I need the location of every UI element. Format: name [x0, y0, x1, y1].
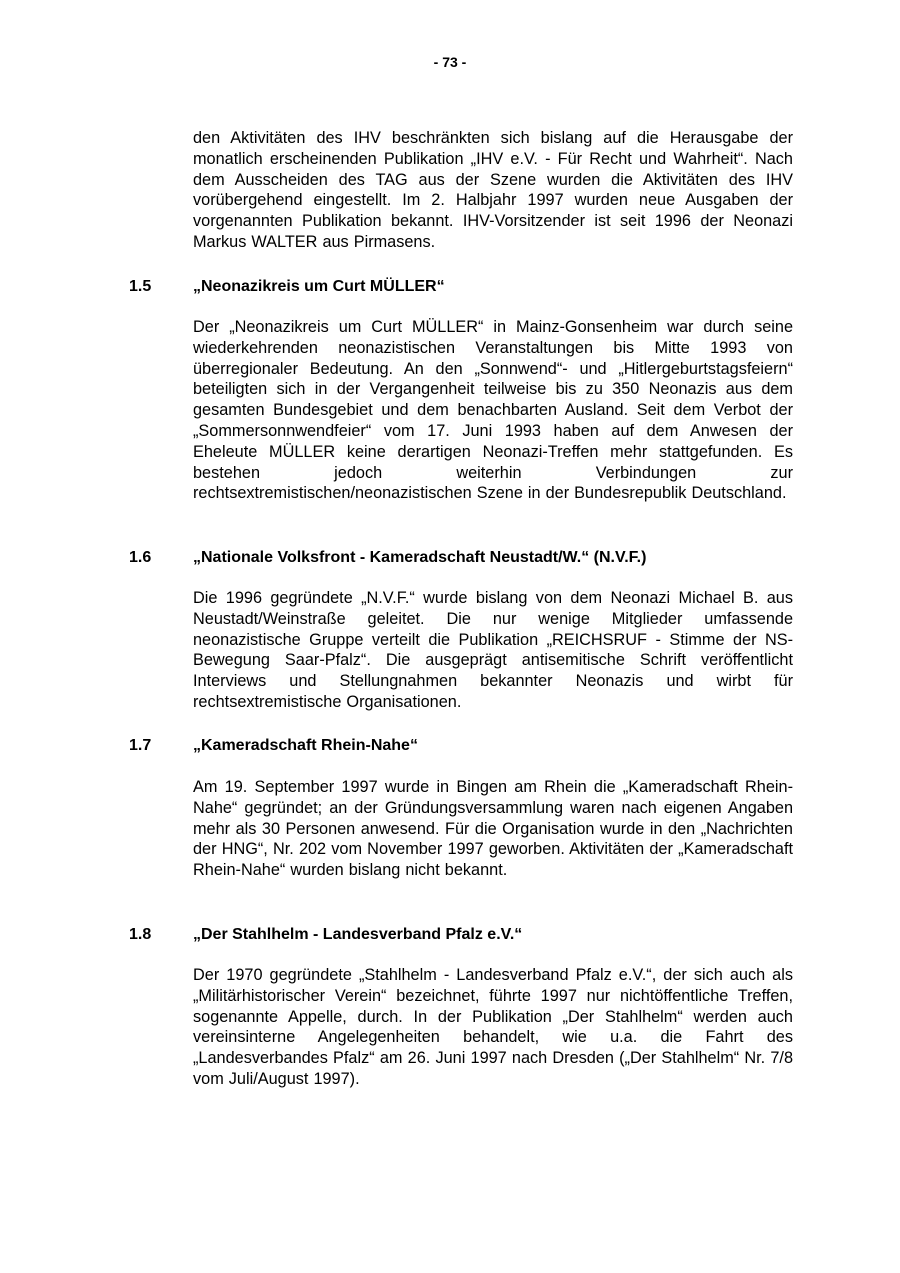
section-paragraph: Die 1996 gegründete „N.V.F.“ wurde bislang von dem Neonazi Michael B. aus Neustadt/Weinstraße geleitet. Die nur wenige Mitglieder umfassende neonazistische Gruppe verteilt die Publikation „REICHSRUF - Stimme der NS-Bewegung Saar-Pfalz“. Die ausgeprägt antisemitische Schrift veröffentlicht Interviews und Stellungnahmen bekannter Neonazis und wirbt für rechtsextremistische Organisationen. — [193, 589, 793, 711]
section-title: „Der Stahlhelm - Landesverband Pfalz e.V.“ — [193, 926, 523, 943]
section-paragraph: Am 19. September 1997 wurde in Bingen am Rhein die „Kameradschaft Rhein-Nahe“ gegründet; an der Gründungsversammlung waren nach eigenen Angaben mehr als 30 Personen anwesend. Für die Organisation wurde in den „Nachrichten der HNG“, Nr. 202 vom November 1997 geworben. Aktivitäten der „Kameradschaft Rhein-Nahe“ wurden bislang nicht bekannt. — [193, 778, 793, 880]
section-title: „Kameradschaft Rhein-Nahe“ — [193, 737, 418, 754]
section-number: 1.5 — [129, 278, 152, 295]
section-number: 1.7 — [129, 737, 152, 754]
section-title: „Neonazikreis um Curt MÜLLER“ — [193, 278, 445, 295]
intro-paragraph: den Aktivitäten des IHV beschränkten sich bislang auf die Herausgabe der monatlich erscheinenden Publikation „IHV e.V. - Für Recht und Wahrheit“. Nach dem Ausscheiden des TAG aus der Szene wurden die Aktivitäten des IHV vorübergehend eingestellt. Im 2. Halbjahr 1997 wurden neue Ausgaben der vorgenannten Publikation bekannt. IHV-Vorsitzender ist seit 1996 der Neonazi Markus WALTER aus Pirmasens. — [193, 129, 793, 251]
section-paragraph: Der „Neonazikreis um Curt MÜLLER“ in Mainz-Gonsenheim war durch seine wiederkehrenden neonazistischen Veranstaltungen bis Mitte 1993 von überregionaler Bedeutung. An den „Sonnwend“- und „Hitlergeburtstagsfeiern“ beteiligten sich in der Vergangenheit teilweise bis zu 350 Neonazis aus dem gesamten Bundesgebiet und dem benachbarten Ausland. Seit dem Verbot der „Sommersonnwendfeier“ vom 17. Juni 1993 haben auf dem Anwesen der Eheleute MÜLLER keine derartigen Neonazi-Treffen mehr stattgefunden. Es bestehen jedoch weiterhin Verbindungen zur rechtsextremistischen/neonazistischen Szene in der Bundesrepublik Deutschland. — [193, 318, 793, 503]
section-paragraph: Der 1970 gegründete „Stahlhelm - Landesverband Pfalz e.V.“, der sich auch als „Militärhistorischer Verein“ bezeichnet, führte 1997 nur nichtöffentliche Treffen, sogenannte Appelle, durch. In der Publikation „Der Stahlhelm“ werden auch vereinsinterne Angelegenheiten behandelt, wie u.a. die Fahrt des „Landesverbandes Pfalz“ am 26. Juni 1997 nach Dresden („Der Stahlhelm“ Nr. 7/8 vom Juli/August 1997). — [193, 966, 793, 1088]
intro-paragraph-block — [193, 128, 793, 253]
section-title: „Nationale Volksfront - Kameradschaft Neustadt/W.“ (N.V.F.) — [193, 549, 647, 566]
section-body-1-5 — [193, 317, 793, 504]
section-number: 1.8 — [129, 926, 152, 943]
section-body-1-7 — [193, 777, 793, 881]
section-body-1-8 — [193, 965, 793, 1090]
page-number: - 73 - — [433, 54, 467, 70]
section-body-1-6 — [193, 588, 793, 713]
section-number: 1.6 — [129, 549, 152, 566]
